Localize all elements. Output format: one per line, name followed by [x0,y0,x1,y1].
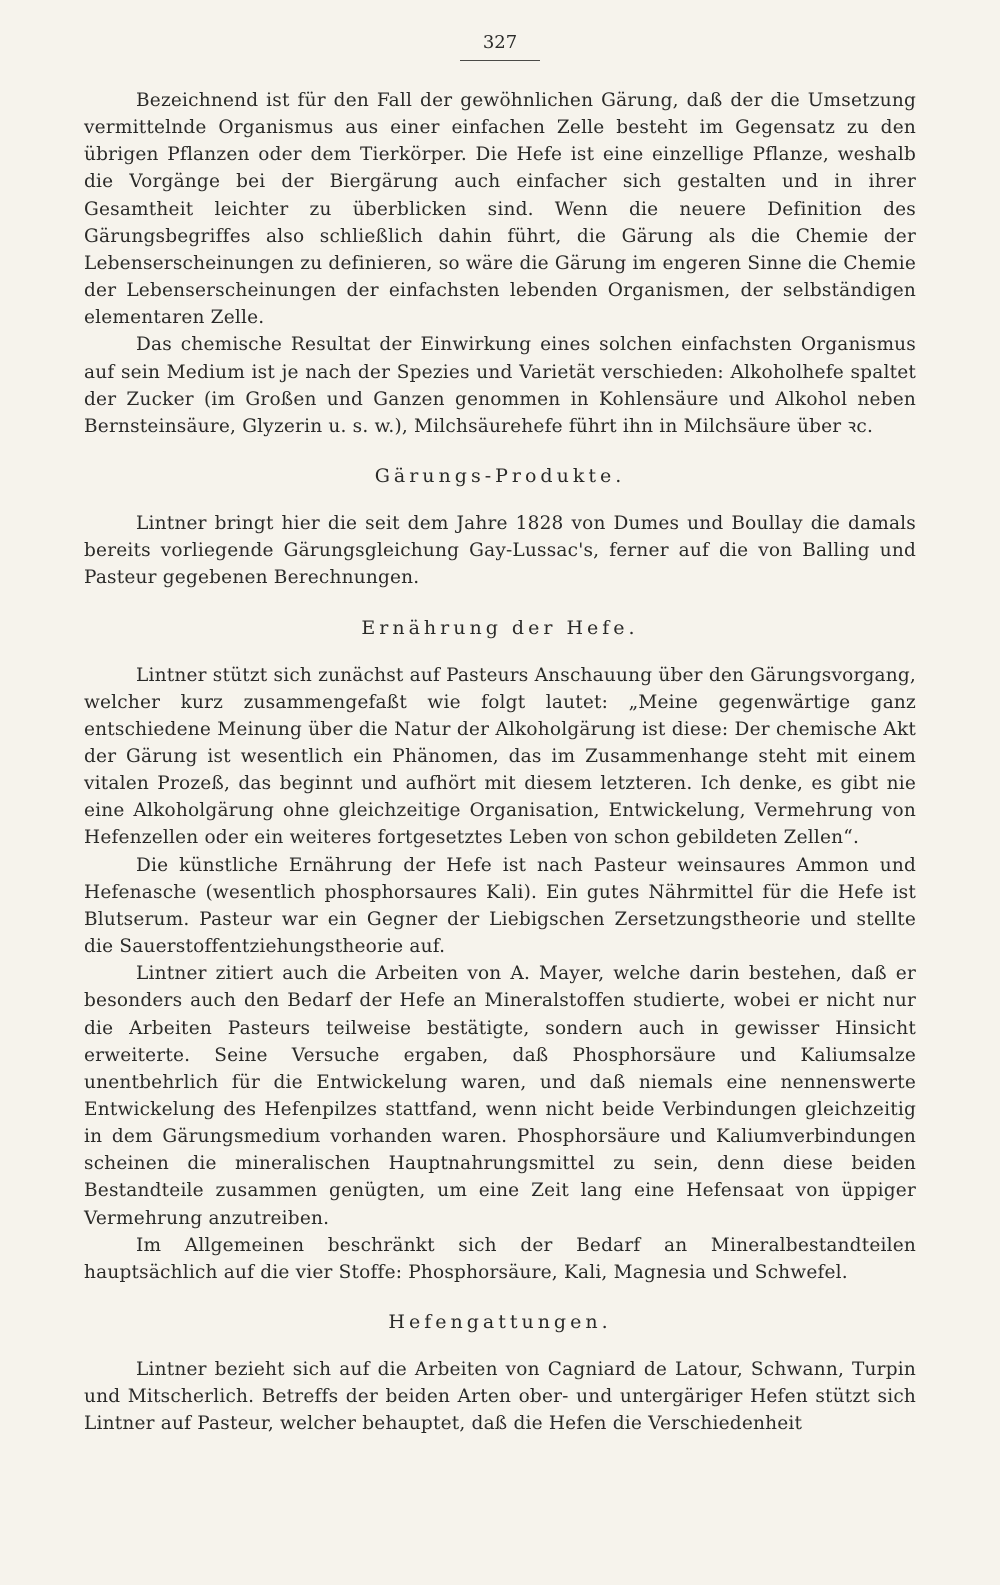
paragraph-mayer-mineralstoffe: Lintner zitiert auch die Arbeiten von A. Mayer, welche darin bestehen, daß er besonders auch den Bedarf der Hefe an Mineralstoffen studierte, wobei er nicht nur die Arbeiten Pasteurs teilweise bestätigte, sondern auch in gewisser Hinsicht erweiterte. Seine Versuche ergaben, daß Phosphorsäure und Kaliumsalze unentbehrlich für die Entwickelung waren, und daß niemals eine nennenswerte Entwickelung des Hefenpilzes stattfand, wenn nicht beide Verbindungen gleichzeitig in dem Gärungsmedium vorhanden waren. Phosphorsäure und Kaliumverbindungen scheinen die mineralischen Hauptnahrungsmittel zu sein, denn diese beiden Bestandteile zusammen genügten, um eine Zeit lang eine Hefensaat von üppiger Vermehrung anzutreiben. [84,963,916,1229]
section-heading-hefengattungen: Hefengattungen. [388,1311,612,1334]
paragraph-fermentation-definition: Bezeichnend ist für den Fall der gewöhnlichen Gärung, daß der die Umsetzung vermittelnde Organismus aus einer einfachen Zelle besteht im Gegensatz zu den übrigen Pflanzen oder dem Tierkörper. Die Hefe ist eine einzellige Pflanze, weshalb die Vorgänge bei der Biergärung auch einfacher sich gestalten und in ihrer Gesamtheit leichter zu überblicken sind. Wenn die neuere Definition des Gärungsbegriffes also schließlich dahin führt, die Gärung als die Chemie der Lebenserscheinungen zu definieren, so wäre die Gärung im engeren Sinne die Chemie der Lebenserscheinungen der einfachsten lebenden Organismen, der selbständigen elementaren Zelle. [84,90,916,329]
book-page [84,30,916,1570]
paragraph-hefengattungen: Lintner bezieht sich auf die Arbeiten von Cagniard de Latour, Schwann, Turpin und Mitscherlich. Betreffs der beiden Arten ober- und untergäriger Hefen stützt sich Lintner auf Pasteur, welcher behauptet, daß die Hefen die Verschiedenheit [84,1359,916,1435]
paragraph-lintner-gaerungsgleichung: Lintner bringt hier die seit dem Jahre 1828 von Dumes und Boullay die damals bereits vorliegende Gärungsgleichung Gay-Lussac's, ferner auf die von Balling und Pasteur gegebenen Berechnungen. [84,513,916,589]
section-heading-gaerungs-produkte: Gärungs-Produkte. [374,465,626,488]
page-number-rule [460,60,540,61]
paragraph-pasteur-anschauung: Lintner stützt sich zunächst auf Pasteurs Anschauung über den Gärungsvorgang, welcher kurz zusammengefaßt wie folgt lautet: „Meine gegenwärtige ganz entschiedene Meinung über die Natur der Alkoholgärung ist diese: Der chemische Akt der Gärung ist wesentlich ein Phänomen, das im Zusammenhange steht mit einem vitalen Prozeß, das beginnt und aufhört mit diesem letzteren. Ich denke, es gibt nie eine Alkoholgärung ohne gleichzeitige Organisation, Entwickelung, Vermehrung von Hefenzellen oder ein weiteres fortgesetztes Leben von schon gebildeten Zellen“. [84,664,916,849]
page-number: 327 [482,32,518,53]
paragraph-mineralbedarf: Im Allgemeinen beschränkt sich der Bedarf an Mineralbestandteilen hauptsächlich auf die vier Stoffe: Phosphorsäure, Kali, Magnesia und Schwefel. [84,1234,916,1283]
section-heading-ernaehrung-der-hefe: Ernährung der Hefe. [361,616,639,639]
paragraph-kuenstliche-ernaehrung: Die künstliche Ernährung der Hefe ist nach Pasteur weinsaures Ammon und Hefenasche (wesentlich phosphorsaures Kali). Ein gutes Nährmittel für die Hefe ist Blutserum. Pasteur war ein Gegner der Liebigschen Zersetzungstheorie und stellte die Sauerstoffentziehungstheorie auf. [84,854,916,958]
paragraph-chemical-result: Das chemische Resultat der Einwirkung eines solchen einfachsten Organismus auf sein Medium ist je nach der Spezies und Varietät verschieden: Alkoholhefe spaltet der Zucker (im Großen und Ganzen genommen in Kohlensäure und Alkohol neben Bernsteinsäure, Glyzerin u. s. w.), Milchsäurehefe führt ihn in Milchsäure über ꝛc. [84,334,916,437]
